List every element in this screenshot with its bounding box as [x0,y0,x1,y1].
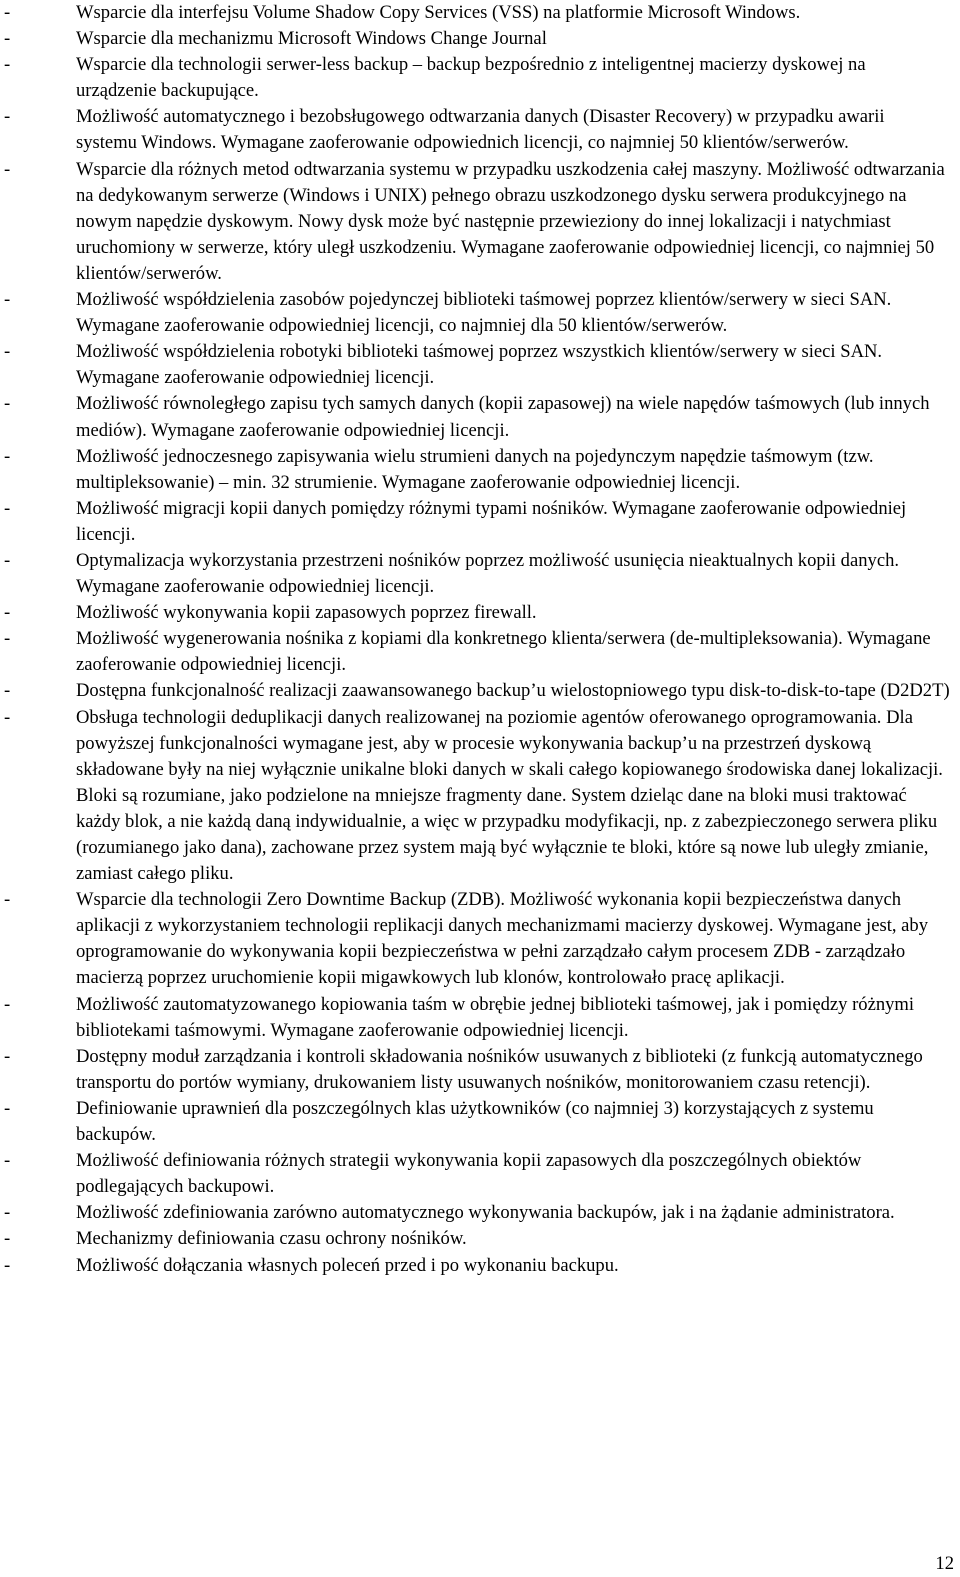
list-item-text: Możliwość współdzielenia robotyki biblioteki taśmowej poprzez wszystkich klientów/serwery w sieci SAN. Wymagane zaoferowanie odpowiedniej licencji. [76,341,883,389]
list-item-text: Możliwość wykonywania kopii zapasowych poprzez firewall. [76,602,537,624]
list-item-text: Mechanizmy definiowania czasu ochrony nośników. [76,1228,467,1250]
list-item-text: Możliwość współdzielenia zasobów pojedynczej biblioteki taśmowej poprzez klientów/serwery w sieci SAN. Wymagane zaoferowanie odpowiedniej licencji, co najmniej dla 50 klientów/serwerów. [76,289,892,337]
list-item-text: Możliwość wygenerowania nośnika z kopiami dla konkretnego klienta/serwera (de-multipleksowania). Wymagane zaoferowanie odpowiedniej licencji. [76,628,931,676]
list-item [0,1096,950,1148]
list-item [0,600,950,626]
list-bullet: - [4,549,11,571]
list-item [0,678,950,704]
list-bullet: - [4,602,11,624]
list-bullet: - [4,497,11,519]
list-bullet: - [4,1202,11,1224]
list-bullet: - [4,289,11,311]
list-item-text: Możliwość jednoczesnego zapisywania wielu strumieni danych na pojedynczym napędzie taśmowym (tzw. multipleksowanie) – min. 32 strumienie. Wymagane zaoferowanie odpowiedniej licencji. [76,445,874,493]
list-bullet: - [4,1097,11,1119]
list-item-text: Możliwość automatycznego i bezobsługowego odtwarzania danych (Disaster Recovery) w przypadku awarii systemu Windows. Wymagane zaoferowanie odpowiednich licencji, co najmniej 50 klientów/serwerów. [76,106,885,154]
list-item-text: Możliwość równoległego zapisu tych samych danych (kopii zapasowej) na wiele napędów taśmowych (lub innych mediów). Wymagane zaoferowanie odpowiedniej licencji. [76,393,930,441]
list-bullet: - [4,628,11,650]
list-bullet: - [4,2,11,23]
list-item-text: Definiowanie uprawnień dla poszczególnych klas użytkowników (co najmniej 3) korzystających z systemu backupów. [76,1097,874,1146]
list-item-text: Dostępna funkcjonalność realizacji zaawansowanego backup’u wielostopniowego typu disk-to-disk-to-tape (D2D2T) [76,680,950,702]
list-item-text: Możliwość zdefiniowania zarówno automatycznego wykonywania backupów, jak i na żądanie administratora. [76,1202,895,1224]
list-item [0,157,950,287]
list-item [0,1253,950,1279]
list-bullet: - [4,1254,11,1276]
list-item-text: Możliwość definiowania różnych strategii wykonywania kopii zapasowych dla poszczególnych obiektów podlegających backupowi. [76,1150,862,1198]
list-item [0,339,950,391]
list-bullet: - [4,393,11,415]
list-item [0,26,950,52]
list-bullet: - [4,1228,11,1250]
list-item [0,1044,950,1096]
list-item [0,444,950,496]
list-item [0,705,950,888]
list-item [0,104,950,156]
list-bullet: - [4,1150,11,1172]
list-item [0,992,950,1044]
list-item [0,887,950,991]
list-item-text: Obsługa technologii deduplikacji danych realizowanej na poziomie agentów oferowanego oprogramowania. Dla powyższej funkcjonalności wymagane jest, aby w procesie wykonywania backup’u na przestrzeń dyskową składowane były na niej wyłącznie unikalne bloki danych w skali całego kopiowanego środowiska danej lokalizacji. Bloki są rozumiane, jako podzielone na mniejsze fragmenty dane. System dzieląc dane na bloki musi traktować każdy blok, a nie każdą daną indywidualnie, a więc w przypadku modyfikacji, np. z zabezpieczonego serwera pliku (rozumianego jako dana), zachowane przez system mają być wyłącznie te bloki, które są nowe lub uległy zmianie, zamiast całego pliku. [76,706,943,885]
list-bullet: - [4,680,11,702]
list-item [0,287,950,339]
list-bullet: - [4,106,11,128]
list-bullet: - [4,889,11,911]
list-item [0,52,950,104]
list-bullet: - [4,341,11,363]
list-bullet: - [4,158,11,180]
list-bullet: - [4,54,11,76]
list-item-text: Wsparcie dla mechanizmu Microsoft Windows Change Journal [76,28,547,50]
list-item-text: Dostępny moduł zarządzania i kontroli składowania nośników usuwanych z biblioteki (z funkcją automatycznego transportu do portów wymiany, drukowaniem listy usuwanych nośników, monitorowaniem czasu retencji). [76,1045,923,1093]
list-item [0,1148,950,1200]
list-item-text: Wsparcie dla różnych metod odtwarzania systemu w przypadku uszkodzenia całej maszyny. Możliwość odtwarzania na dedykowanym serwerze (Windows i UNIX) pełnego obrazu uszkodzonego dysku serwera produkcyjnego na nowym napędzie dyskowym. Nowy dysk może być następnie przewieziony do innej lokalizacji i natychmiast uruchomiony w serwerze, który uległ uszkodzeniu. Wymagane zaoferowanie odpowiedniej licencji, co najmniej 50 klientów/serwerów. [76,158,945,284]
list-item-text: Możliwość migracji kopii danych pomiędzy różnymi typami nośników. Wymagane zaoferowanie odpowiedniej licencji. [76,497,907,545]
page-number: 12 [935,1553,954,1574]
list-item-text: Wsparcie dla technologii Zero Downtime Backup (ZDB). Możliwość wykonania kopii bezpieczeństwa danych aplikacji z wykorzystaniem technologii replikacji danych mechanizmami macierzy dyskowej. Wymagane jest, aby oprogramowanie do wykonywania kopii bezpieczeństwa w pełni zarządzało całym procesem ZDB - zarządzało macierzą poprzez uruchomienie kopii migawkowych lub klonów, kontrolowało pracę aplikacji. [76,889,928,989]
list-item-text: Możliwość dołączania własnych poleceń przed i po wykonaniu backupu. [76,1254,619,1276]
list-item-text: Optymalizacja wykorzystania przestrzeni nośników poprzez możliwość usunięcia nieaktualnych kopii danych. Wymagane zaoferowanie odpowiedniej licencji. [76,549,900,598]
list-item-text: Wsparcie dla technologii serwer-less backup – backup bezpośrednio z inteligentnej macierzy dyskowej na urządzenie backupujące. [76,54,866,102]
list-item [0,391,950,443]
list-item-text: Wsparcie dla interfejsu Volume Shadow Copy Services (VSS) na platformie Microsoft Windows. [76,2,801,23]
list-bullet: - [4,28,11,50]
list-item [0,548,950,600]
list-bullet: - [4,993,11,1015]
list-item-text: Możliwość zautomatyzowanego kopiowania taśm w obrębie jednej biblioteki taśmowej, jak i pomiędzy różnymi bibliotekami taśmowymi. Wymagane zaoferowanie odpowiedniej licencji. [76,993,915,1041]
list-item [0,1200,950,1226]
list-bullet: - [4,1045,11,1067]
list-bullet: - [4,706,11,728]
list-bullet: - [4,445,11,467]
list-item [0,626,950,678]
list-item [0,0,950,26]
list-item [0,496,950,548]
list-item [0,1226,950,1252]
